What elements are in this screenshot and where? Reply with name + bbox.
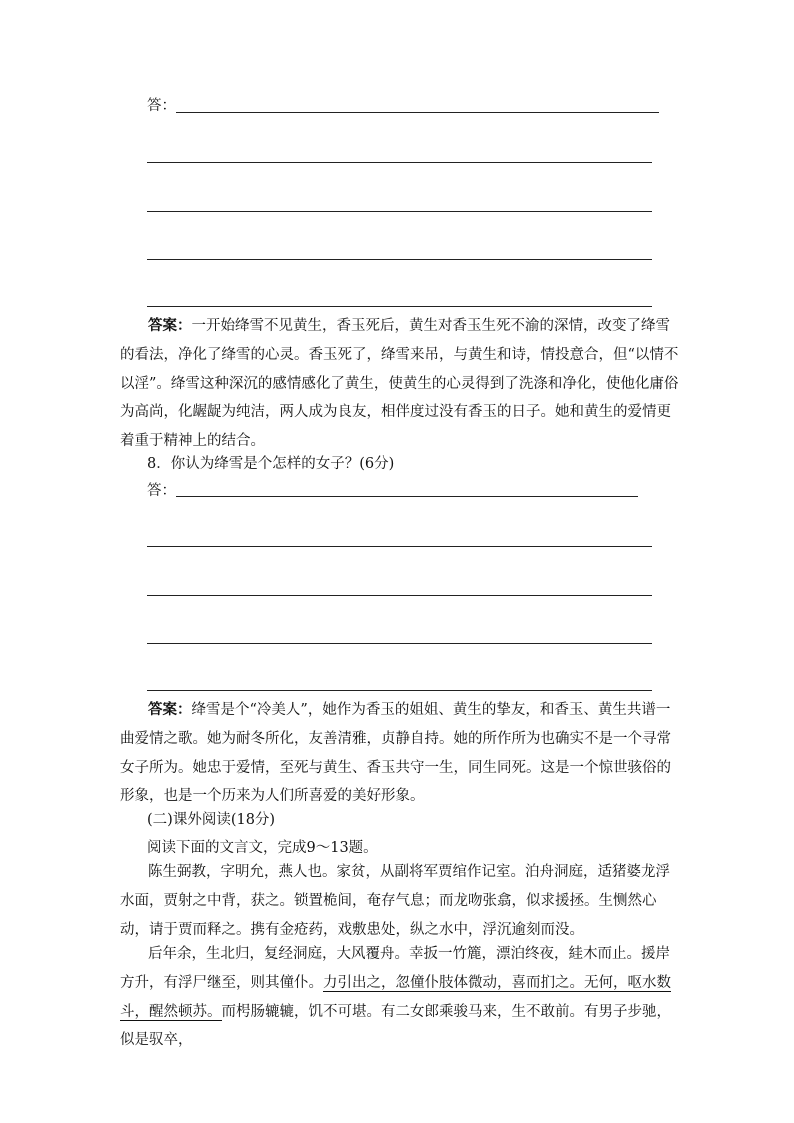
answer-blank-line: [147, 643, 652, 644]
answer-prompt: 答：: [147, 98, 176, 114]
answer-blank-line: [147, 162, 652, 163]
section-instruction: 阅读下面的文言文，完成9～13题。: [147, 840, 378, 856]
question-8: 8．你认为绛雪是个怎样的女子？(6分): [147, 456, 395, 472]
answer-blank-line: [147, 259, 652, 260]
answer-text: 绛雪是个“冷美人”，她作为香玉的姐姐、黄生的挚友，和香玉、黄生共谱一曲爱情之歌。她为耐冬所化，友善清雅，贞静自持。她的所作所为也确实不是一个寻常女子所为。她忠于爱情，至死与黄生、香玉共守一生，同生同死。这是一个惊世骇俗的形象，也是一个历来为人们所喜爱的美好形象。: [120, 702, 671, 805]
answer-blank-line: [147, 211, 652, 212]
answer-blank-line: [176, 112, 659, 113]
answer-label: 答案：: [148, 701, 192, 718]
answer-paragraph: [120, 312, 680, 456]
classical-text: 陈生弼教，字明允，燕人也。家贫，从副将军贾绾作记室。泊舟洞庭，适猪婆龙浮水面，贾射之中背，获之。锁置桅间，奄存气息；而龙吻张翕，似求援拯。生恻然心动，请于贾而释之。携有金疮药，戏敷患处，纵之水中，浮沉逾刻而没。: [120, 864, 670, 938]
answer-blank-line: [147, 690, 652, 691]
answer-text: 一开始绛雪不见黄生，香玉死后，黄生对香玉生死不渝的深情，改变了绛雪的看法，净化了绛雪的心灵。香玉死了，绛雪来吊，与黄生和诗，情投意合，但“以情不以淫”。绛雪这种深沉的感情感化了黄生，使黄生的心灵得到了洗涤和净化，使他化庸俗为高尚，化龌龊为纯洁，两人成为良友，相伴度过没有香玉的日子。她和黄生的爱情更着重于精神上的结合。: [120, 318, 679, 450]
answer-label: 答案：: [148, 317, 192, 334]
answer-blank-line: [176, 496, 638, 497]
answer-blank-line: [147, 306, 652, 307]
classical-text: 后年余，生北归，复经洞庭，大风覆舟。幸扳一竹簏，漂泊终夜，絓木而止。援岸方升，有浮尸继至，则其僮仆。: [120, 946, 670, 991]
classical-text-paragraph: [120, 858, 680, 944]
classical-text: 而枵肠辘辘，饥不可堪。有二女郎乘骏马来，生不敢前。有男子步驰，似是驭卒，: [120, 1003, 671, 1049]
underlined-sentence: 力引出之，忽僮仆肢体微动，喜而扪之。无何，呕水数斗，醒然顿苏。: [120, 974, 671, 1020]
section-heading: (二)课外阅读(18分): [147, 812, 276, 828]
answer-blank-line: [147, 595, 652, 596]
answer-prompt: 答：: [147, 483, 176, 499]
classical-text-paragraph: [120, 940, 680, 1055]
answer-paragraph: [120, 696, 680, 811]
answer-blank-line: [147, 546, 652, 547]
